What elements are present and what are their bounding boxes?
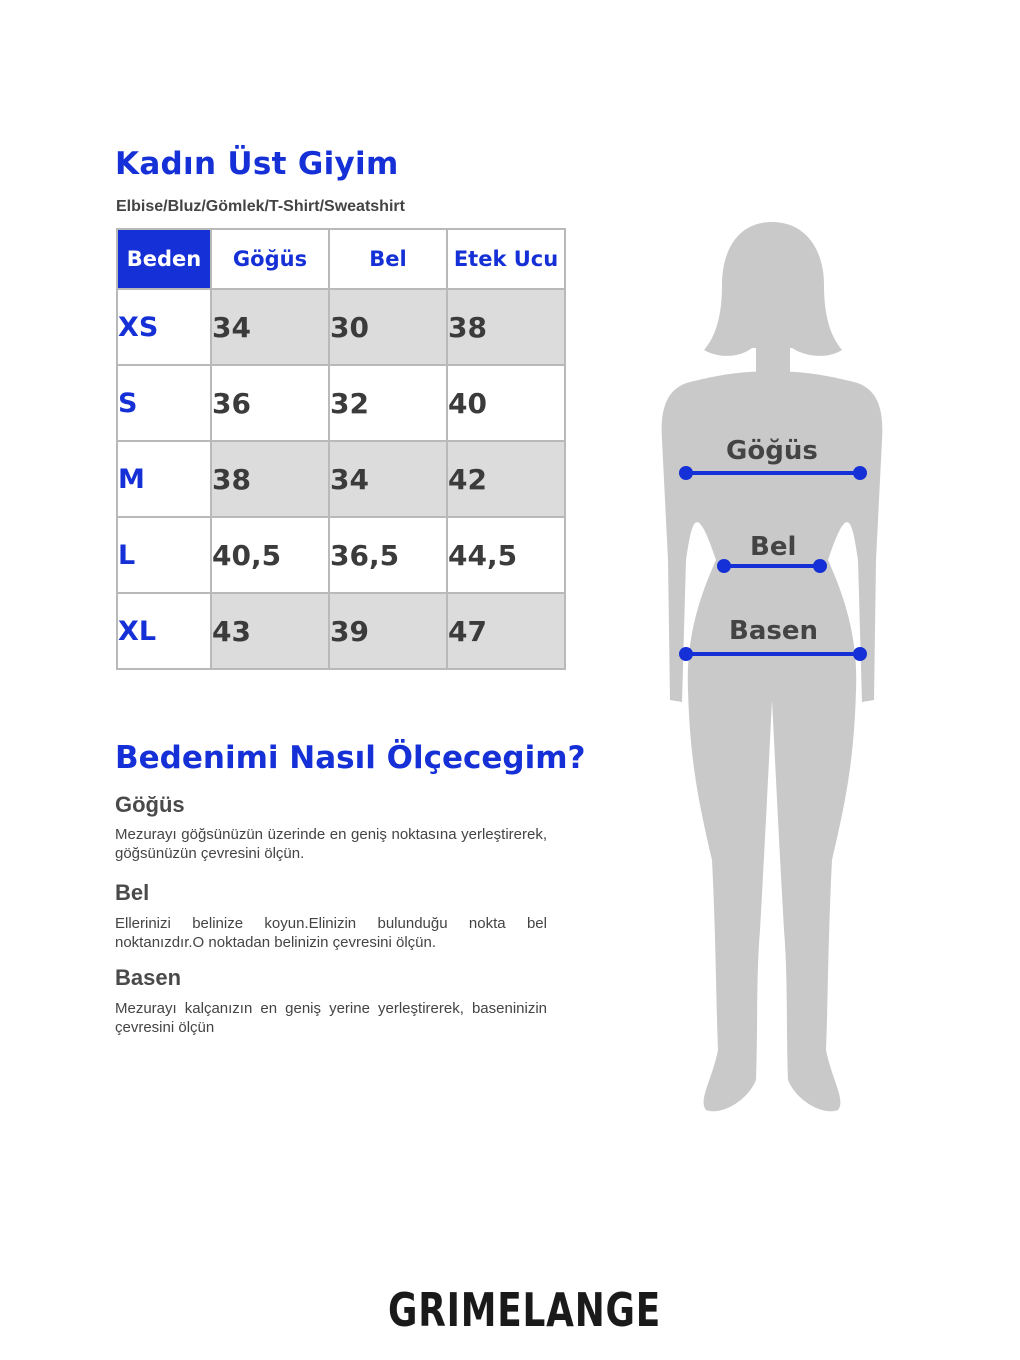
hem-value: 47 — [447, 593, 565, 669]
hip-label: Basen — [729, 616, 818, 646]
body-silhouette — [662, 222, 883, 1111]
guide-chest-title: Göğüs — [115, 792, 185, 817]
chest-value: 40,5 — [211, 517, 329, 593]
header-chest: Göğüs — [211, 229, 329, 289]
chest-value: 38 — [211, 441, 329, 517]
size-label: L — [117, 517, 211, 593]
guide-waist-title: Bel — [115, 880, 150, 905]
waist-value: 30 — [329, 289, 447, 365]
chest-value: 36 — [211, 365, 329, 441]
chest-label: Göğüs — [726, 436, 818, 466]
brand-logo: GRIMELANGE — [388, 1283, 662, 1337]
size-label: S — [117, 365, 211, 441]
guide-hip-title: Basen — [115, 965, 182, 990]
chest-value: 34 — [211, 289, 329, 365]
waist-value: 32 — [329, 365, 447, 441]
chest-value: 43 — [211, 593, 329, 669]
head-shape — [704, 222, 842, 356]
waist-value: 34 — [329, 441, 447, 517]
torso-shape — [662, 372, 883, 1112]
hem-value: 44,5 — [447, 517, 565, 593]
page-subtitle: Elbise/Bluz/Gömlek/T-Shirt/Sweatshirt — [116, 198, 405, 215]
guide-waist-text: Ellerinizi belinize koyun.Elinizin bulunduğu nokta bel noktanızdır.O noktadan belinizin çevresini ölçün. — [115, 915, 547, 951]
waist-label: Bel — [750, 532, 797, 562]
header-size: Beden — [117, 229, 211, 289]
waist-value: 36,5 — [329, 517, 447, 593]
hem-value: 40 — [447, 365, 565, 441]
size-label: M — [117, 441, 211, 517]
size-label: XL — [117, 593, 211, 669]
size-label: XS — [117, 289, 211, 365]
page-title: Kadın Üst Giyim — [115, 146, 399, 182]
guide-hip-text: Mezurayı kalçanızın en geniş yerine yerleştirerek, baseninizin çevresini ölçün — [115, 1000, 547, 1036]
waist-value: 39 — [329, 593, 447, 669]
header-waist: Bel — [329, 229, 447, 289]
hem-value: 42 — [447, 441, 565, 517]
hem-value: 38 — [447, 289, 565, 365]
guide-title: Bedenimi Nasıl Ölçecegim? — [115, 740, 586, 776]
header-hem: Etek Ucu — [447, 229, 565, 289]
guide-chest-text: Mezurayı göğsünüzün üzerinde en geniş noktasına yerleştirerek, göğsünüzün çevresini ölçün. — [115, 826, 547, 862]
